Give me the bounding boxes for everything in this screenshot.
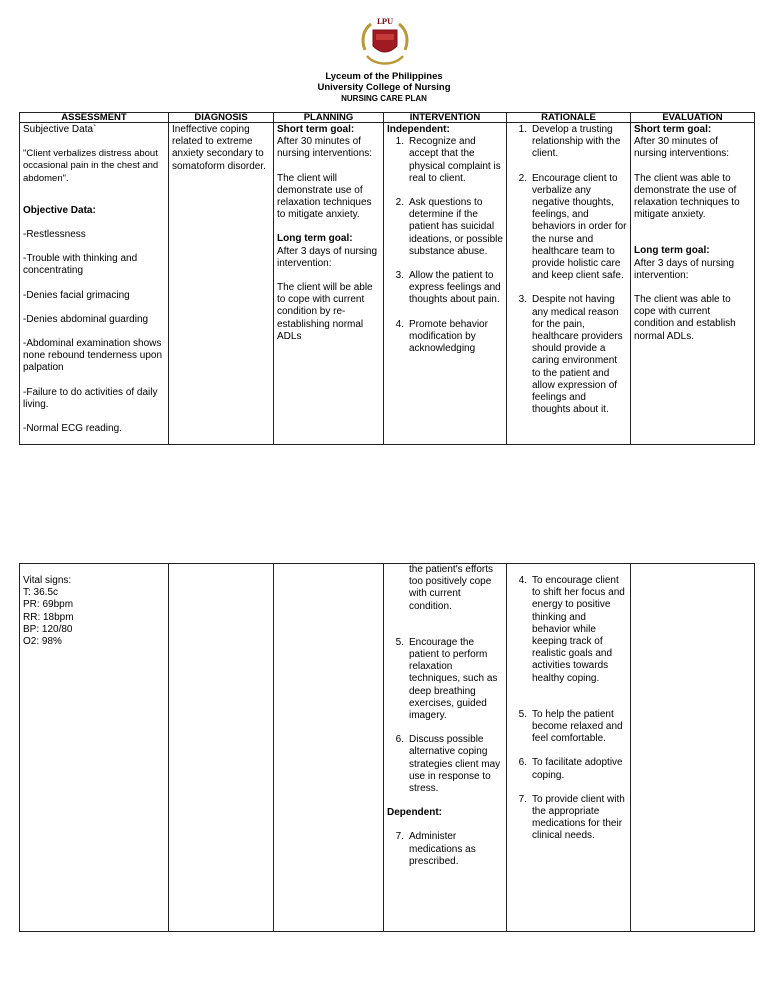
long-term-goal: The client will be able to cope with current condition by re-establishing normal ADLs [277,282,373,342]
col-evaluation: EVALUATION [631,113,755,123]
intervention-item: 7. Administer medications as prescribed. [395,831,476,867]
eval-long-term-result: The client was able to cope with current condition and establish normal ADLs. [634,294,736,342]
short-term-goal-label: Short term goal: [277,124,355,135]
care-plan-table-page1 [19,112,755,445]
eval-long-term-timeframe: After 3 days of nursing intervention: [634,257,735,281]
rationale-cell-continued [507,564,631,932]
eval-short-term-result: The client was able to demonstrate the use of relaxation techniques to mitigate anxiety. [634,172,740,221]
intervention-continued-text: the patient's efforts too positively cope with current condition. [409,564,493,612]
col-intervention: INTERVENTION [384,113,507,123]
rationale-item: 7. To provide client with the appropriate medications for their clinical needs. [518,793,625,842]
rationale-item: 3. Despite not having any medical reason for the pain, healthcare providers should provide a caring environment to the patient and allow expression of feelings and thoughts about it. [518,294,623,416]
lpu-seal-logo [357,14,413,70]
diagnosis-text: Ineffective coping related to extreme anxiety secondary to somatoform disorder. [172,124,266,172]
logo-lettering: LPU [376,17,394,26]
planning-cell-empty [274,564,384,932]
subjective-quote: "Client verbalizes distress about occasional pain in the chest and abdomen". [23,148,159,184]
rationale-item: 4. To encourage client to shift her focus and energy to positive thinking and behavior while keeping track of realistic goals and activities towards healthy coping. [518,575,625,684]
objective-item: -Failure to do activities of daily living. [23,386,158,410]
document-title: NURSING CARE PLAN [341,94,427,103]
intervention-cell [384,123,507,445]
objective-item: -Denies abdominal guarding [23,313,149,325]
evaluation-cell-empty [631,564,755,932]
planning-cell [274,123,384,445]
objective-item: -Normal ECG reading. [23,423,122,435]
diagnosis-cell [169,123,274,445]
short-term-timeframe: After 30 minutes of nursing interventions: [277,136,373,160]
col-assessment: ASSESSMENT [20,113,169,123]
objective-item: -Abdominal examination shows none rebound tenderness upon palpation [23,338,163,374]
long-term-timeframe: After 3 days of nursing intervention: [277,245,378,269]
subjective-label: Subjective Data` [23,124,97,135]
col-planning: PLANNING [274,113,384,123]
intervention-item: 5. Encourage the patient to perform relaxation techniques, such as deep breathing exercises, guided imagery. [395,636,498,722]
intervention-item: 2. Ask questions to determine if the patient has suicidal ideations, or possible substance abuse. [395,197,503,257]
care-plan-row [20,123,755,445]
eval-short-term-label: Short term goal: [634,124,712,135]
independent-label: Independent: [387,124,450,135]
col-diagnosis: DIAGNOSIS [169,113,274,123]
intervention-item: 4. Promote behavior modification by acknowledging [395,318,488,355]
short-term-goal: The client will demonstrate use of relaxation techniques to mitigate anxiety. [277,172,372,221]
eval-long-term-label: Long term goal: [634,245,710,257]
vital-sign-line: PR: 69bpm [23,599,74,611]
objective-item: -Restlessness [23,229,86,241]
assessment-cell [20,123,169,445]
dependent-label: Dependent: [387,807,442,819]
diagnosis-cell-empty [169,564,274,932]
eval-short-term-timeframe: After 30 minutes of nursing interventions: [634,136,730,160]
vital-sign-line: RR: 18bpm [23,611,74,623]
vital-sign-line: T: 36.5c [23,587,59,599]
evaluation-cell [631,123,755,445]
rationale-item: 5. To help the patient become relaxed and feel comfortable. [518,708,623,745]
rationale-item: 1. Develop a trusting relationship with the client. [518,124,621,160]
col-rationale: RATIONALE [507,113,631,123]
rationale-cell [507,123,631,445]
college-name: University College of Nursing [317,82,451,93]
intervention-item: 3. Allow the patient to express feelings and thoughts about pain. [395,270,501,306]
rationale-item: 6. To facilitate adoptive coping. [518,757,623,781]
vital-signs-label: Vital signs: [23,575,72,586]
care-plan-table-page2 [19,563,755,932]
rationale-item: 2. Encourage client to verbalize any negative thoughts, feelings, and behaviors in order for the nurse and healthcare team to provide holistic care and keep client safe. [518,172,627,282]
vital-signs-cell [20,564,169,932]
institution-name: Lyceum of the Philippines [325,71,443,82]
intervention-cell-continued [384,564,507,932]
intervention-item: 6. Discuss possible alternative coping strategies client may use in response to stress. [395,734,501,795]
objective-item: -Trouble with thinking and concentrating [23,253,138,277]
care-plan-row-continued [20,564,755,932]
objective-label: Objective Data: [23,204,96,216]
vital-sign-line: BP: 120/80 [23,623,73,635]
column-header-row [20,113,755,123]
objective-item: -Denies facial grimacing [23,289,130,301]
vital-sign-line: O2: 98% [23,636,62,648]
intervention-item: 1. Recognize and accept that the physical complaint is real to client. [395,136,501,184]
long-term-goal-label: Long term goal: [277,233,353,245]
